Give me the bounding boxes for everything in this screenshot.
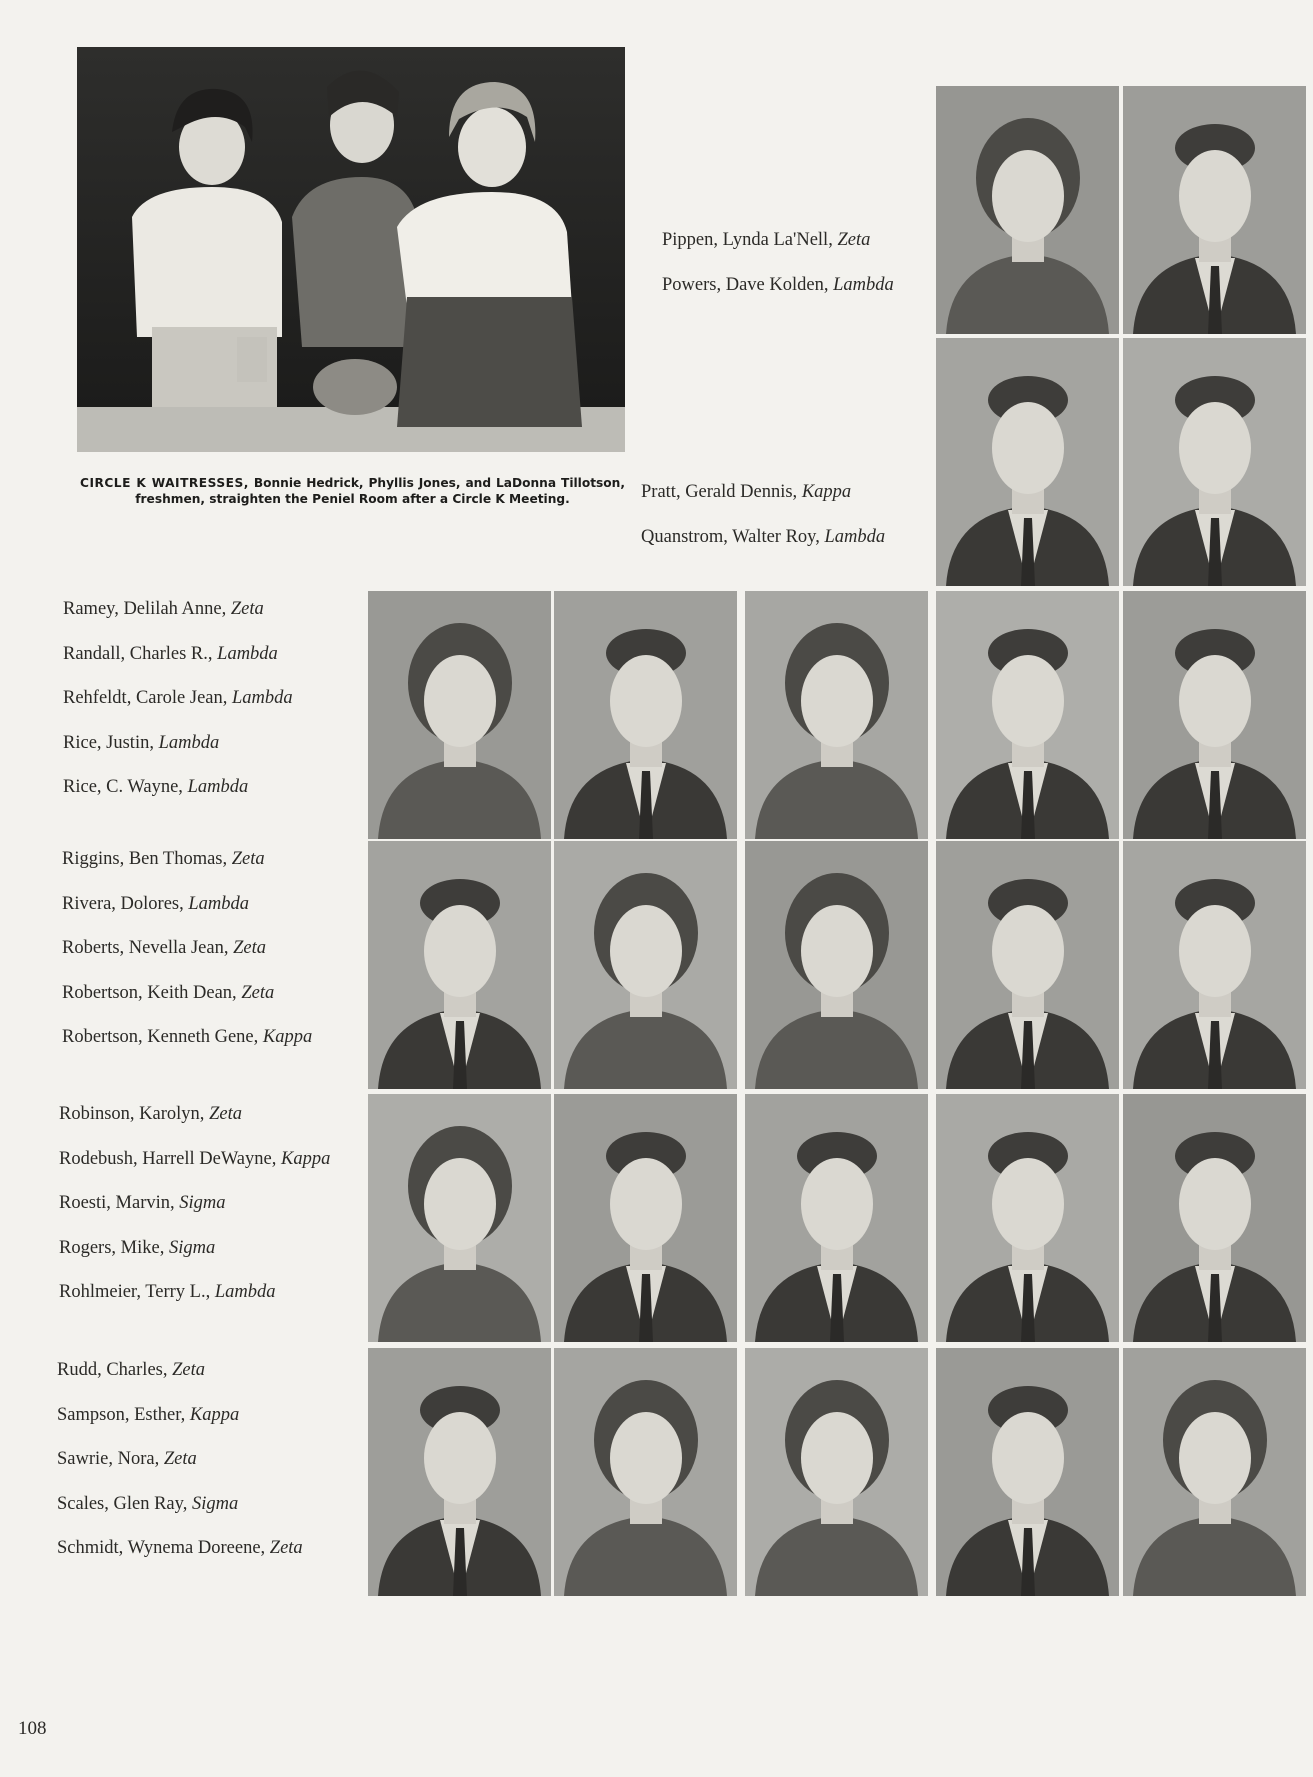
student-entry xyxy=(63,721,293,766)
student-fraternity: Lambda xyxy=(824,526,886,547)
name-block-row-1 xyxy=(63,587,293,810)
student-portrait xyxy=(745,841,928,1089)
student-fraternity: Zeta xyxy=(231,849,265,869)
student-entry xyxy=(59,1226,330,1271)
student-portrait xyxy=(745,1094,928,1342)
student-name: Riggins, Ben Thomas, xyxy=(62,849,228,869)
student-fraternity: Lambda xyxy=(187,777,249,797)
student-name: Scales, Glen Ray, xyxy=(57,1493,188,1514)
student-portrait xyxy=(745,591,928,839)
student-name: Rodebush, Harrell DeWayne, xyxy=(59,1148,277,1169)
student-entry xyxy=(62,1015,312,1060)
student-entry xyxy=(63,587,293,632)
name-block-row-2 xyxy=(62,837,312,1060)
student-name: Randall, Charles R., xyxy=(63,643,213,664)
name-block-row-3 xyxy=(59,1092,330,1315)
student-name: Ramey, Delilah Anne, xyxy=(63,599,227,619)
student-fraternity: Lambda xyxy=(833,274,894,295)
student-portrait xyxy=(936,591,1119,839)
student-entry xyxy=(62,882,312,927)
student-fraternity: Zeta xyxy=(269,1538,303,1558)
student-name: Roesti, Marvin, xyxy=(59,1193,175,1213)
student-entry xyxy=(57,1437,303,1482)
student-portrait xyxy=(936,1094,1119,1342)
student-fraternity: Kappa xyxy=(801,482,852,502)
student-entry xyxy=(59,1092,330,1137)
student-portrait xyxy=(368,841,551,1089)
student-portrait xyxy=(1123,1348,1306,1596)
student-portrait xyxy=(1123,86,1306,334)
student-entry xyxy=(63,676,293,721)
student-fraternity: Sigma xyxy=(191,1493,239,1514)
student-name: Roberts, Nevella Jean, xyxy=(62,938,229,958)
student-name: Schmidt, Wynema Doreene, xyxy=(57,1538,266,1558)
student-entry xyxy=(641,515,885,560)
student-portrait xyxy=(745,1348,928,1596)
student-portrait xyxy=(554,1094,737,1342)
student-portrait xyxy=(368,1094,551,1342)
student-fraternity: Kappa xyxy=(262,1027,313,1047)
student-entry xyxy=(57,1526,303,1571)
student-name: Robinson, Karolyn, xyxy=(59,1104,205,1124)
student-portrait xyxy=(936,841,1119,1089)
student-name: Sampson, Esther, xyxy=(57,1404,186,1425)
caption-text: Bonnie Hedrick, Phyllis Jones, and LaDonna Tillotson, freshmen, straighten the Peniel Room after a Circle K Meeting. xyxy=(135,476,625,506)
student-fraternity: Zeta xyxy=(233,938,266,958)
name-block-pippen xyxy=(662,218,894,307)
student-fraternity: Sigma xyxy=(179,1193,226,1213)
student-entry xyxy=(63,765,293,810)
student-fraternity: Lambda xyxy=(217,643,278,664)
student-portrait xyxy=(1123,1094,1306,1342)
student-fraternity: Lambda xyxy=(214,1282,276,1302)
page-number: 108 xyxy=(18,1718,47,1739)
student-name: Quanstrom, Walter Roy, xyxy=(641,526,820,547)
student-portrait xyxy=(936,338,1119,586)
student-name: Pratt, Gerald Dennis, xyxy=(641,482,798,502)
student-portrait xyxy=(1123,591,1306,839)
student-fraternity: Zeta xyxy=(241,982,275,1003)
student-fraternity: Zeta xyxy=(172,1360,205,1380)
photo-caption xyxy=(80,475,625,507)
student-fraternity: Sigma xyxy=(168,1237,216,1258)
student-portrait xyxy=(1123,338,1306,586)
student-portrait xyxy=(1123,841,1306,1089)
student-name: Rice, Justin, xyxy=(63,732,154,753)
student-name: Robertson, Kenneth Gene, xyxy=(62,1027,259,1047)
student-name: Pippen, Lynda La'Nell, xyxy=(662,230,833,250)
student-portrait xyxy=(936,1348,1119,1596)
student-entry xyxy=(662,218,894,263)
student-name: Sawrie, Nora, xyxy=(57,1449,160,1469)
student-fraternity: Lambda xyxy=(158,732,220,753)
student-entry xyxy=(59,1137,330,1182)
student-fraternity: Zeta xyxy=(163,1449,197,1469)
student-name: Rivera, Dolores, xyxy=(62,893,184,914)
student-entry xyxy=(62,971,312,1016)
student-entry xyxy=(57,1348,303,1393)
student-fraternity: Zeta xyxy=(837,230,871,250)
student-fraternity: Kappa xyxy=(280,1148,331,1169)
student-fraternity: Lambda xyxy=(188,893,250,914)
student-name: Robertson, Keith Dean, xyxy=(62,982,237,1003)
student-portrait xyxy=(554,841,737,1089)
student-name: Rudd, Charles, xyxy=(57,1360,168,1380)
student-portrait xyxy=(554,1348,737,1596)
student-fraternity: Kappa xyxy=(189,1404,240,1425)
name-block-row-4 xyxy=(57,1348,303,1571)
student-name: Powers, Dave Kolden, xyxy=(662,274,829,295)
student-name: Rice, C. Wayne, xyxy=(63,777,183,797)
student-entry xyxy=(57,1393,303,1438)
student-entry xyxy=(63,632,293,677)
student-portrait xyxy=(936,86,1119,334)
student-name: Rogers, Mike, xyxy=(59,1237,165,1258)
student-portrait xyxy=(368,1348,551,1596)
student-name: Rohlmeier, Terry L., xyxy=(59,1282,211,1302)
student-entry xyxy=(641,470,885,515)
student-portrait xyxy=(368,591,551,839)
student-fraternity: Zeta xyxy=(209,1104,242,1124)
student-name: Rehfeldt, Carole Jean, xyxy=(63,688,228,708)
student-entry xyxy=(57,1482,303,1527)
student-entry xyxy=(62,926,312,971)
student-entry xyxy=(62,837,312,882)
caption-lead: CIRCLE K WAITRESSES, xyxy=(80,476,249,490)
student-fraternity: Zeta xyxy=(230,599,264,619)
student-portrait xyxy=(554,591,737,839)
student-entry xyxy=(662,263,894,308)
student-entry xyxy=(59,1181,330,1226)
group-photo xyxy=(77,47,625,452)
student-fraternity: Lambda xyxy=(232,688,293,708)
name-block-pratt xyxy=(641,470,885,559)
student-entry xyxy=(59,1270,330,1315)
